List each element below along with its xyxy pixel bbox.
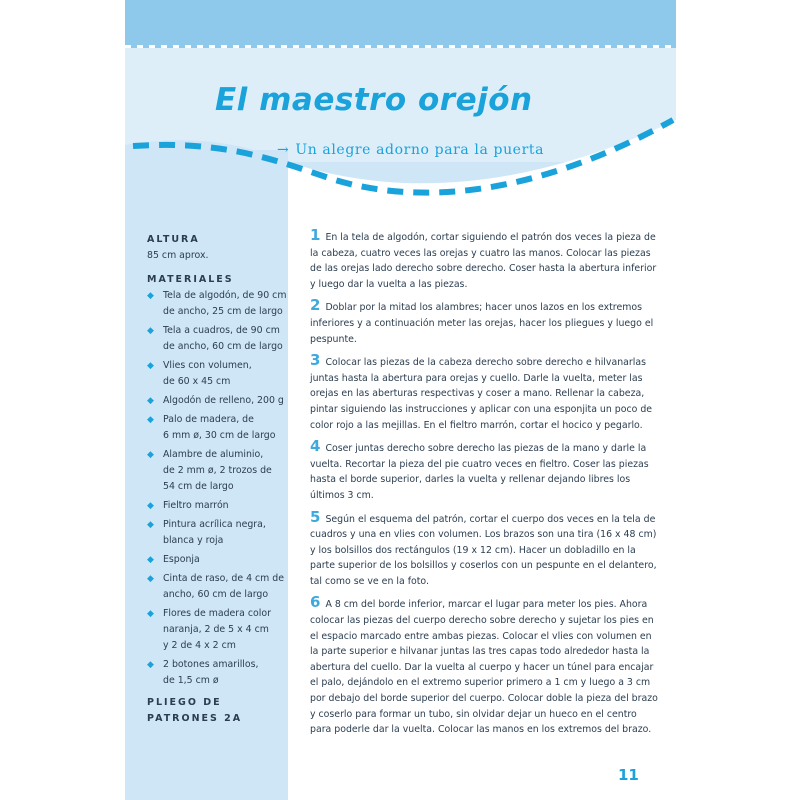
material-text: Algodón de relleno, 200 g — [163, 395, 284, 406]
material-text: 2 botones amarillos, de 1,5 cm ø — [163, 659, 259, 686]
material-text: Flores de madera color naranja, 2 de 5 x 4 cm y 2 de 4 x 2 cm — [163, 608, 271, 651]
page-title: El maestro orejón — [215, 82, 533, 118]
material-text: Cinta de raso, de 4 cm de ancho, 60 cm de largo — [163, 573, 285, 600]
list-item — [147, 358, 287, 390]
diamond-bullet-icon: ◆ — [147, 291, 154, 301]
page-number: 11 — [618, 766, 639, 784]
diamond-bullet-icon: ◆ — [147, 555, 154, 565]
top-color-band — [125, 0, 676, 48]
list-item — [147, 571, 287, 603]
diamond-bullet-icon: ◆ — [147, 574, 154, 584]
subtitle-text: Un alegre adorno para la puerta — [295, 142, 545, 158]
materials-heading: MATERIALES — [147, 274, 234, 285]
diamond-bullet-icon: ◆ — [147, 450, 154, 460]
step-text: Doblar por la mitad los alambres; hacer unos lazos en los extremos inferiores y a continuación meter las orejas, hacer los pliegues y luego el pespunte. — [310, 302, 654, 345]
material-text: Vlies con volumen, de 60 x 45 cm — [163, 360, 252, 387]
material-text: Tela de algodón, de 90 cm de ancho, 25 cm de largo — [163, 290, 287, 317]
list-item — [147, 323, 287, 355]
instruction-step — [310, 507, 660, 590]
diamond-bullet-icon: ◆ — [147, 415, 154, 425]
list-item — [147, 606, 287, 654]
diamond-bullet-icon: ◆ — [147, 609, 154, 619]
step-text: En la tela de algodón, cortar siguiendo el patrón dos veces la pieza de la cabeza, cuatro veces las orejas y cuatro las manos. Colocar las piezas de las orejas lado derecho sobre derecho. Coser hasta la abertura inferior y luego dar la vuelta a las piezas. — [310, 232, 657, 290]
list-item — [147, 412, 287, 444]
instruction-step — [310, 595, 660, 737]
step-number: 1 — [310, 226, 321, 244]
list-item — [147, 498, 287, 514]
instruction-step — [310, 353, 660, 433]
step-text: Según el esquema del patrón, cortar el cuerpo dos veces en la tela de cuadros y una en vlies con volumen. Los brazos son una tira (16 x 48 cm) y los bolsillos dos rectángulos (19 x 12 cm). Hacer un dobladillo en la parte superior de los bolsillos y coserlos con un pespunte en el delantero, tal como se ve en la foto. — [310, 513, 657, 587]
list-item — [147, 517, 287, 549]
step-number: 3 — [310, 351, 321, 370]
diamond-bullet-icon: ◆ — [147, 361, 154, 371]
pattern-heading-line2: PATRONES 2A — [147, 713, 243, 724]
list-item — [147, 552, 287, 568]
list-item — [147, 393, 287, 409]
step-number: 5 — [310, 507, 321, 526]
sidebar-content — [147, 232, 287, 727]
height-value: 85 cm aprox. — [147, 250, 209, 261]
list-item — [147, 288, 287, 320]
material-text: Tela a cuadros, de 90 cm de ancho, 60 cm de largo — [163, 325, 283, 352]
material-text: Fieltro marrón — [163, 500, 229, 511]
step-number: 6 — [310, 593, 321, 612]
instruction-step — [310, 228, 660, 292]
material-text: Alambre de aluminio, de 2 mm ø, 2 trozos de 54 cm de largo — [163, 449, 272, 492]
pattern-heading-line1: PLIEGO DE — [147, 697, 222, 708]
diamond-bullet-icon: ◆ — [147, 520, 154, 530]
diamond-bullet-icon: ◆ — [147, 326, 154, 336]
material-text: Esponja — [163, 554, 200, 565]
diamond-bullet-icon: ◆ — [147, 501, 154, 511]
height-heading: ALTURA — [147, 234, 200, 245]
material-text: Pintura acrílica negra, blanca y roja — [163, 519, 266, 546]
diamond-bullet-icon: ◆ — [147, 660, 154, 670]
step-text: Coser juntas derecho sobre derecho las piezas de la mano y darle la vuelta. Recortar la pieza del pie cuatro veces en fieltro. Coser las piezas hasta el borde superior, darles la vuelta y rellenar dejando libres los últimos 3 cm. — [310, 443, 649, 501]
step-number: 4 — [310, 437, 321, 456]
instruction-step — [310, 439, 660, 503]
list-item — [147, 657, 287, 689]
list-item — [147, 447, 287, 495]
instruction-step — [310, 298, 660, 347]
step-number: 2 — [310, 296, 321, 315]
page-subtitle — [277, 142, 544, 158]
instructions — [310, 228, 660, 744]
materials-list — [147, 288, 287, 689]
step-text: A 8 cm del borde inferior, marcar el lugar para meter los pies. Ahora colocar las piezas del cuerpo derecho sobre derecho y sujetar los pies en el espacio marcado entre ambas piezas. Colocar el vlies con volumen en la parte superior e hilvanar juntas las tres capas todo alrededor hasta la abertura del cuello. Dar la vuelta al cuerpo y hacer un túnel para encajar el palo, dejándolo en el extremo superior primero a 1 cm y luego a 3 cm por debajo del borde superior del cuerpo. Colocar doble la pieza del brazo y coserlo para formar un tubo, sin olvidar dejar un hueco en el centro para poderle dar la vuelta. Colocar las manos en los extremos del brazo. — [310, 599, 658, 736]
material-text: Palo de madera, de 6 mm ø, 30 cm de largo — [163, 414, 276, 441]
diamond-bullet-icon: ◆ — [147, 396, 154, 406]
book-page — [125, 0, 676, 800]
step-text: Colocar las piezas de la cabeza derecho sobre derecho e hilvanarlas juntas hasta la abertura para orejas y cuello. Darle la vuelta, meter las orejas en las aberturas respectivas y coser a mano. Rellenar la cabeza, pintar siguiendo las instrucciones y aplicar con una esponjita un poco de color rojo a las mejillas. En el fieltro marrón, cortar el hocico y pegarlo. — [310, 357, 653, 431]
arrow-right-icon: → — [277, 142, 290, 158]
